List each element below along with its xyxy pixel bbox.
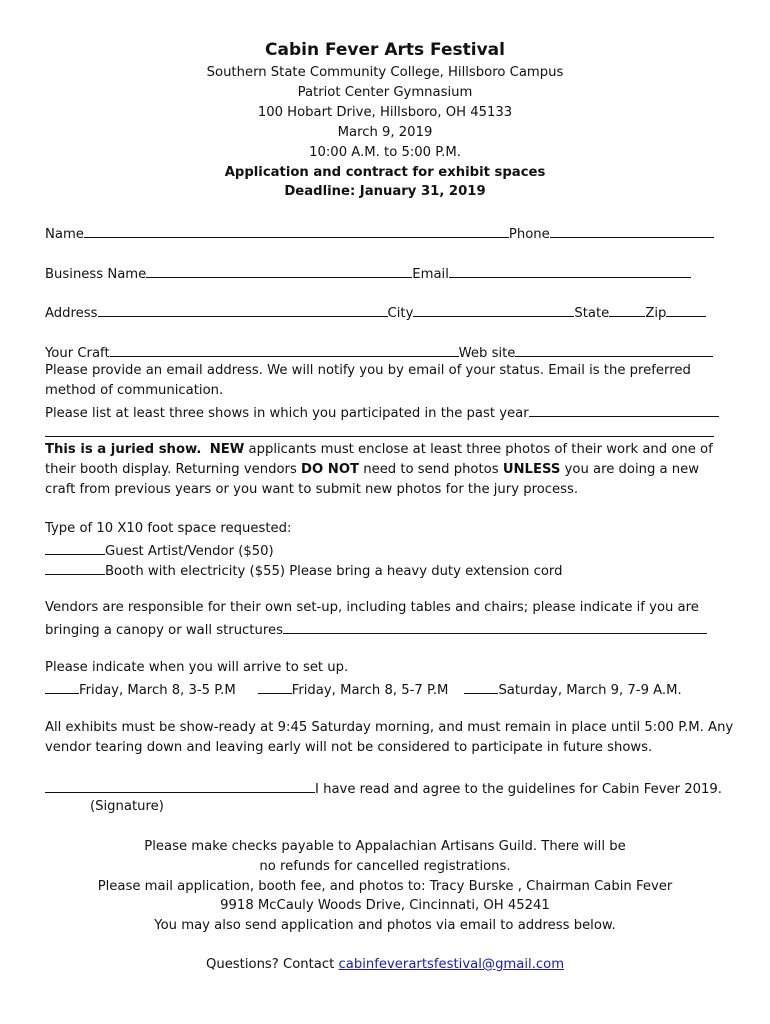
- mail-line3: You may also send application and photos via email to address below.: [154, 918, 616, 933]
- electric-booth-checkline[interactable]: [45, 561, 105, 575]
- page-title: Cabin Fever Arts Festival: [265, 40, 505, 60]
- website-field[interactable]: [515, 343, 713, 357]
- business-name-label: Business Name: [45, 267, 147, 282]
- arrival-options: [45, 680, 682, 698]
- signature-field[interactable]: [45, 779, 315, 793]
- state-field[interactable]: [609, 303, 645, 317]
- space-heading: Type of 10 X10 foot space requested:: [45, 521, 292, 536]
- arrival-option1-checkline[interactable]: [45, 680, 79, 694]
- email-note-line2: method of communication.: [45, 383, 224, 398]
- address-row: [45, 303, 706, 321]
- checks-line2: no refunds for cancelled registrations.: [259, 859, 511, 874]
- city-label: City: [387, 306, 414, 321]
- guest-artist-label: Guest Artist/Vendor ($50): [105, 544, 274, 559]
- arrival-option3-label: Saturday, March 9, 7-9 A.M.: [498, 683, 682, 698]
- signature-label: (Signature): [90, 799, 164, 814]
- form-subtitle: Application and contract for exhibit spaces: [224, 165, 546, 180]
- mail-line1: Please mail application, booth fee, and photos to: Tracy Burske , Chairman Cabin Fever: [97, 879, 673, 894]
- exhibits-line2: vendor tearing down and leaving early will not be considered to participate in future shows.: [45, 740, 653, 755]
- email-field[interactable]: [449, 264, 691, 278]
- building-line: Patriot Center Gymnasium: [297, 85, 473, 100]
- phone-label: Phone: [508, 227, 550, 242]
- shows-field[interactable]: [529, 403, 719, 417]
- unless-emphasis: UNLESS: [502, 462, 561, 477]
- craft-field[interactable]: [110, 343, 459, 357]
- juried-line1: [45, 442, 713, 457]
- name-field[interactable]: [84, 224, 509, 238]
- agreement-text: I have read and agree to the guidelines for Cabin Fever 2019.: [315, 782, 722, 797]
- zip-label: Zip: [645, 306, 667, 321]
- juried-text: you are doing a new: [560, 462, 700, 477]
- arrival-option1-label: Friday, March 8, 3-5 P.M: [79, 683, 236, 698]
- checks-line1: Please make checks payable to Appalachian Artisans Guild. There will be: [144, 839, 626, 854]
- shows-row: [45, 403, 719, 421]
- state-label: State: [574, 306, 610, 321]
- juried-text: applicants must enclose at least three photos of their work and one of: [244, 442, 713, 457]
- space-option-guest: [45, 541, 274, 559]
- address-line: 100 Hobart Drive, Hillsboro, OH 45133: [257, 105, 513, 120]
- business-row: [45, 264, 691, 282]
- canopy-field[interactable]: [283, 620, 707, 634]
- space-option-electric: [45, 561, 562, 579]
- website-label: Web site: [458, 346, 516, 361]
- email-note-line1: Please provide an email address. We will notify you by email of your status. Email is the preferred: [45, 363, 691, 378]
- shows-extra-line[interactable]: [45, 436, 714, 437]
- electric-booth-label: Booth with electricity ($55) Please bring a heavy duty extension cord: [105, 564, 563, 579]
- questions-text: Questions? Contact: [205, 957, 339, 972]
- do-not-emphasis: DO NOT: [301, 462, 360, 477]
- arrival-option2-label: Friday, March 8, 5-7 P.M: [291, 683, 449, 698]
- guest-artist-checkline[interactable]: [45, 541, 105, 555]
- exhibits-line1: All exhibits must be show-ready at 9:45 Saturday morning, and must remain in place until 5:00 P.M. Any: [45, 720, 734, 735]
- date-line: March 9, 2019: [337, 125, 433, 140]
- arrival-heading: Please indicate when you will arrive to set up.: [45, 660, 349, 675]
- canopy-prompt: bringing a canopy or wall structures: [45, 623, 283, 638]
- address-label: Address: [45, 306, 98, 321]
- email-label: Email: [412, 267, 449, 282]
- signature-row: [45, 779, 722, 797]
- juried-text: their booth display. Returning vendors: [45, 462, 302, 477]
- shows-prompt: Please list at least three shows in which you participated in the past year: [45, 406, 529, 421]
- juried-lead: This is a juried show.: [45, 442, 202, 457]
- craft-label: Your Craft: [45, 346, 110, 361]
- juried-line3: craft from previous years or you want to submit new photos for the jury process.: [45, 482, 579, 497]
- phone-field[interactable]: [550, 224, 714, 238]
- deadline: Deadline: January 31, 2019: [284, 184, 486, 199]
- juried-text: need to send photos: [359, 462, 503, 477]
- arrival-option2-checkline[interactable]: [258, 680, 292, 694]
- vendors-row: [45, 620, 707, 638]
- address-field[interactable]: [98, 303, 388, 317]
- name-label: Name: [45, 227, 84, 242]
- vendors-line1: Vendors are responsible for their own set-up, including tables and chairs; please indicate if you are: [45, 600, 699, 615]
- questions-line: [0, 957, 770, 972]
- arrival-option3-checkline[interactable]: [464, 680, 498, 694]
- craft-row: [45, 343, 713, 361]
- mail-line2: 9918 McCauly Woods Drive, Cincinnati, OH 45241: [220, 898, 550, 913]
- name-row: [45, 224, 714, 242]
- venue-line: Southern State Community College, Hillsboro Campus: [206, 65, 564, 80]
- new-emphasis: NEW: [209, 442, 245, 457]
- time-line: 10:00 A.M. to 5:00 P.M.: [309, 145, 461, 160]
- city-field[interactable]: [413, 303, 574, 317]
- juried-line2: [45, 462, 699, 477]
- contact-email-link[interactable]: cabinfeverartsfestival@gmail.com: [338, 957, 565, 972]
- business-name-field[interactable]: [146, 264, 412, 278]
- zip-field[interactable]: [666, 303, 706, 317]
